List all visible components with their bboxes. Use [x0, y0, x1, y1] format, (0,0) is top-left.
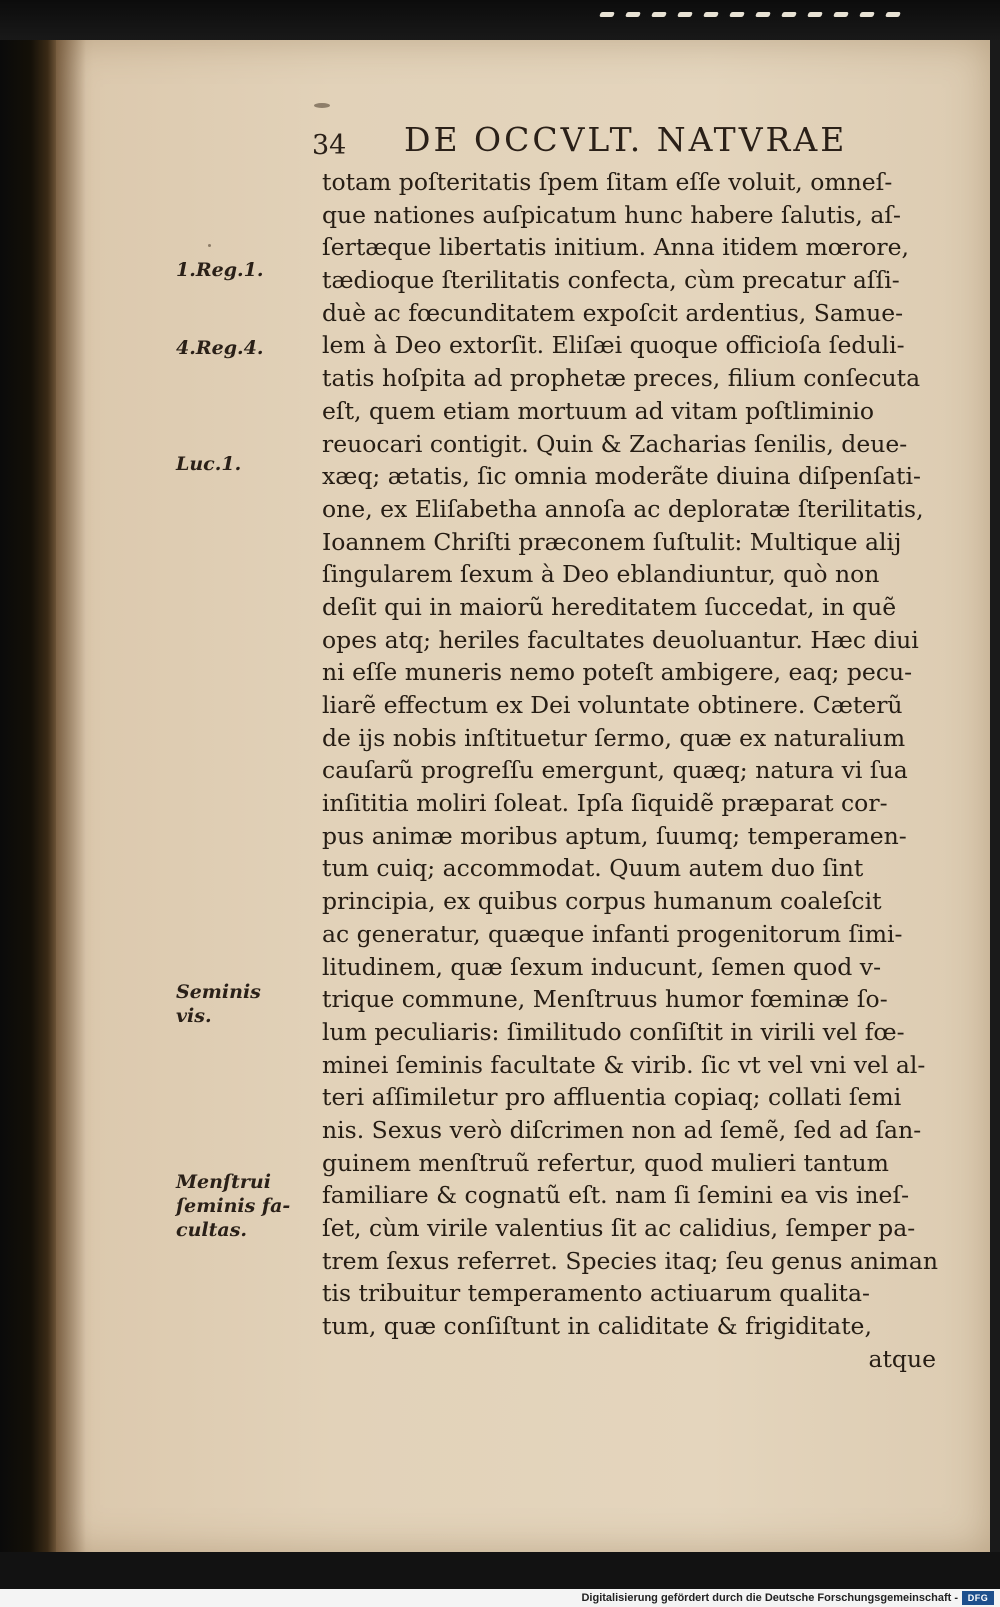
text-line: liarẽ effectum ex Dei voluntate obtinere. Cæterũ: [322, 691, 903, 719]
digitization-credit: Digitalisierung gefördert durch die Deutsche Forschungsgemeinschaft -: [581, 1592, 958, 1604]
text-line: tum, quæ conſiſtunt in caliditate & frigiditate,: [322, 1312, 872, 1341]
text-line: Ioannem Chriſti præconem ſuſtulit: Multique alij: [322, 527, 902, 556]
catchword: atque: [868, 1344, 936, 1373]
text-line: one, ex Eliſabetha annoſa ac deploratæ ſterilitatis,: [322, 494, 924, 523]
margin-note-line: ſeminis fa-: [176, 1195, 291, 1217]
text-line: deſit qui in maiorũ hereditatem ſuccedat, in quẽ: [322, 592, 897, 621]
text-line: xæq; ætatis, ſic omnia moderãte diuina diſpenſati-: [322, 462, 921, 491]
text-line: ſingularem ſexum à Deo eblandiuntur, quò non: [322, 560, 880, 589]
margin-note-line: vis.: [176, 1005, 212, 1027]
text-line: eſt, quem etiam mortuum ad vitam poſtliminio: [322, 396, 875, 425]
text-line: opes atq; heriles facultates deuoluantur. Hæc diui: [322, 625, 919, 654]
text-line: principia, ex quibus corpus humanum coaleſcit: [322, 887, 882, 916]
right-scan-border: [990, 40, 1000, 1555]
ink-smudge: [314, 103, 330, 108]
gutter-shadow: [56, 40, 86, 1552]
text-line: tædioque ſterilitatis confecta, cùm precatur aſſi-: [322, 266, 900, 295]
text-line: lum peculiaris: ſimilitudo conſiſtit in virili vel fœ-: [322, 1017, 905, 1046]
text-line: familiare & cognatũ eſt. nam ſi ſemini ea vis ineſ-: [322, 1181, 910, 1210]
text-line: trique commune, Menſtruus humor fœminæ ſo-: [322, 985, 888, 1014]
text-line: duè ac fœcunditatem expoſcit ardentius, Samue-: [322, 298, 904, 327]
margin-note-4-reg: 4.Reg.4.: [176, 337, 264, 359]
text-line: ſet, cùm virile valentius ſit ac calidius, ſemper pa-: [322, 1214, 916, 1242]
margin-note-seminis: [176, 980, 261, 1028]
text-line: de ijs nobis inſtituetur ſermo, quæ ex naturalium: [322, 723, 906, 752]
paper-speck: [208, 244, 211, 247]
text-line: totam poſteritatis ſpem ſitam eſſe voluit, omneſ-: [322, 168, 893, 196]
text-line: pus animæ moribus aptum, ſuumq; temperamen-: [322, 821, 907, 850]
text-line: trem ſexus referret. Species itaq; ſeu genus animan: [322, 1246, 938, 1275]
margin-note-1-reg: 1.Reg.1.: [176, 259, 264, 281]
text-line: ſertæque libertatis initium. Anna itidem mœrore,: [322, 233, 909, 262]
margin-note-line: cultas.: [176, 1219, 247, 1241]
text-line: tatis hoſpita ad prophetæ preces, filium conſecuta: [322, 364, 921, 393]
margin-note-menstrui: [176, 1170, 290, 1242]
bottom-scan-border: [0, 1552, 1000, 1589]
main-text-block: [322, 166, 942, 1375]
text-line: tis tribuitur temperamento actiuarum qualita-: [322, 1279, 870, 1308]
running-head: DE OCCVLT. NATVRAE: [404, 120, 848, 159]
preceding-page-edge-marks: [600, 6, 900, 22]
text-line: minei ſeminis facultate & virib. ſic vt vel vni vel al-: [322, 1050, 926, 1079]
margin-note-line: Menſtrui: [176, 1171, 271, 1193]
text-line: ac generatur, quæque infanti progenitorum ſimi-: [322, 919, 903, 948]
text-line: guinem menſtruũ refertur, quod mulieri tantum: [322, 1148, 889, 1177]
text-line: reuocari contigit. Quin & Zacharias ſenilis, deue-: [322, 429, 908, 458]
text-line: tum cuiq; accommodat. Quum autem duo ſint: [322, 854, 864, 883]
page-number: 34: [312, 130, 347, 161]
top-page-edge: [0, 0, 1000, 44]
margin-note-luc: Luc.1.: [176, 453, 242, 475]
text-line: que nationes auſpicatum hunc habere ſalutis, aſ-: [322, 200, 901, 229]
text-line: ni eſſe muneris nemo poteſt ambigere, eaq; pecu-: [322, 658, 913, 687]
text-line: litudinem, quæ ſexum inducunt, ſemen quod v-: [322, 952, 882, 981]
text-line: cauſarũ progreſſu emergunt, quæq; natura vi ſua: [322, 756, 908, 785]
text-line: inſititia moliri ſoleat. Ipſa ſiquidẽ præparat cor-: [322, 789, 888, 818]
text-line: teri aſſimiletur pro affluentia copiaq; collati ſemi: [322, 1083, 902, 1112]
text-line: nis. Sexus verò diſcrimen non ad ſemẽ, ſed ad ſan-: [322, 1115, 922, 1144]
margin-note-line: Seminis: [176, 981, 261, 1003]
dfg-logo: DFG: [962, 1591, 994, 1605]
book-binding-gutter: [0, 40, 56, 1555]
text-line: lem à Deo extorſit. Eliſæi quoque officioſa ſeduli-: [322, 331, 905, 360]
